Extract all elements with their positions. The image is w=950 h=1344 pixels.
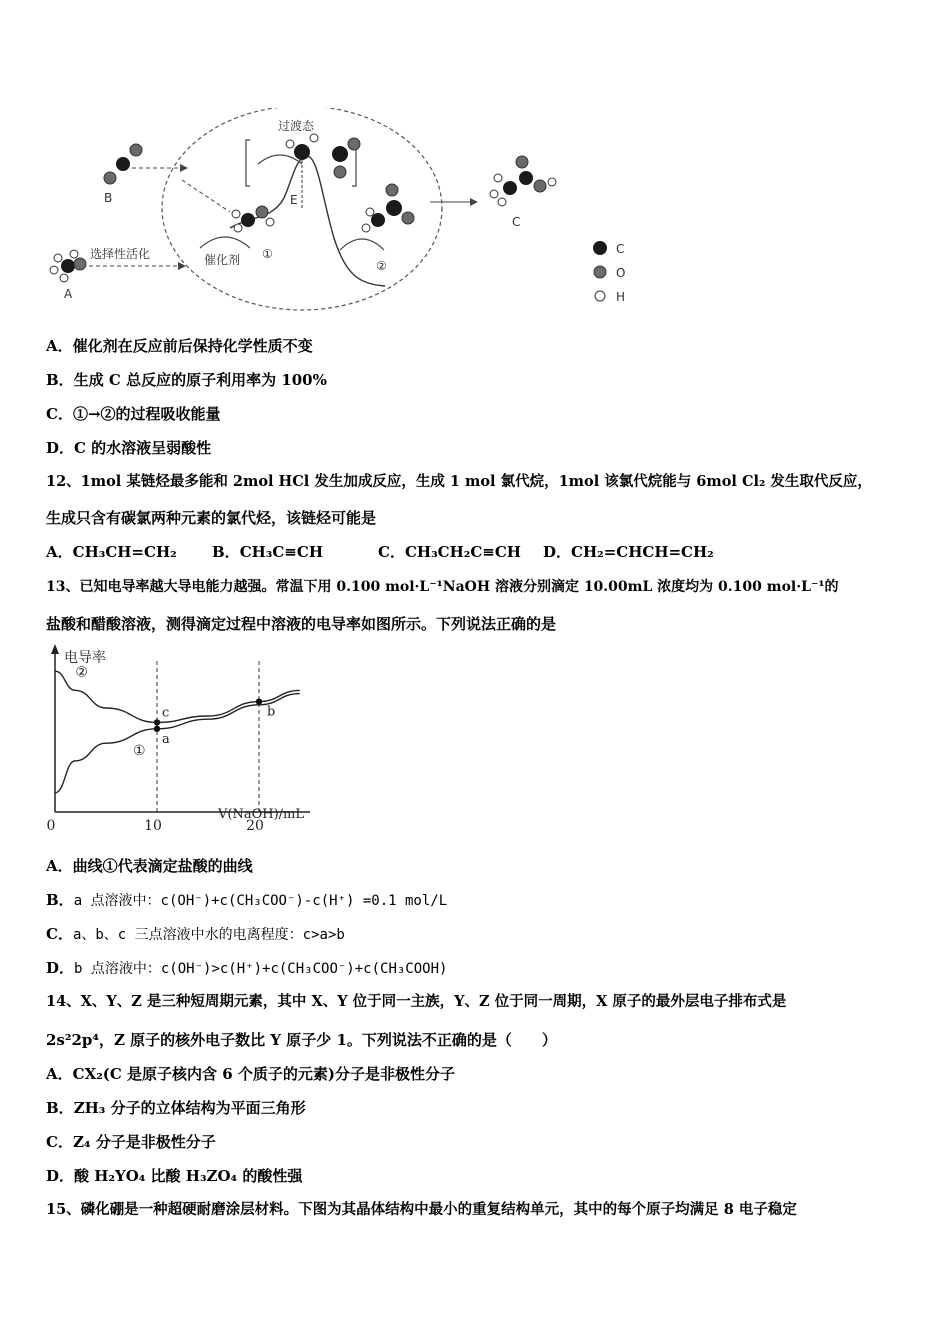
- label-b: B: [104, 191, 113, 205]
- q11-option-b: B．生成 C 总反应的原子利用率为 100%: [46, 371, 327, 389]
- step1-label: ①: [262, 247, 273, 261]
- catalyst-label: 催化剂: [204, 253, 241, 267]
- point-c: [154, 719, 160, 725]
- legend-hydrogen: H: [616, 290, 626, 304]
- label-a: A: [64, 287, 73, 301]
- transition-state-label: 过渡态: [278, 119, 315, 133]
- y-axis-label: 电导率: [64, 650, 106, 666]
- series-curve-2: [55, 671, 300, 722]
- q14-option-b: B．ZH₃ 分子的立体结构为平面三角形: [46, 1099, 306, 1117]
- molecule-state1: [232, 206, 274, 232]
- label-c: C: [512, 215, 521, 229]
- q13-stem-line1: 13、已知电导率越大导电能力越强。常温下用 0.100 mol·L⁻¹NaOH 溶液分别滴定 10.00mL 浓度均为 0.100 mol·L⁻¹的: [46, 579, 839, 595]
- conductivity-chart: [40, 640, 330, 830]
- q13-option-d: D．b 点溶液中：c(OH⁻)>c(H⁺)+c(CH₃COO⁻)+c(CH₃COOH): [46, 959, 448, 977]
- q14-stem-line2: 2s²2p⁴，Z 原子的核外电子数比 Y 原子少 1。下列说法不正确的是（ ）: [46, 1031, 557, 1049]
- point-label-c: c: [162, 705, 170, 721]
- molecule-state2: [362, 184, 414, 232]
- energy-label: E: [290, 193, 298, 207]
- arrow-label: 选择性活化: [90, 247, 151, 261]
- q11-option-d: D．C 的水溶液呈弱酸性: [46, 439, 212, 457]
- x-tick-label: 20: [246, 818, 264, 830]
- x-axis-label: V(NaOH)/mL: [218, 807, 304, 822]
- legend-oxygen: O: [616, 266, 626, 280]
- point-label-a: a: [162, 731, 170, 747]
- q13-stem-line2: 盐酸和醋酸溶液，测得滴定过程中溶液的电导率如图所示。下列说法正确的是: [46, 615, 557, 633]
- legend-carbon: C: [616, 242, 625, 256]
- q12-option-b: B．CH₃C≡CH: [212, 543, 323, 561]
- q12-option-a: A．CH₃CH=CH₂: [46, 543, 177, 561]
- q14-stem-line1: 14、X、Y、Z 是三种短周期元素，其中 X、Y 位于同一主族，Y、Z 位于同一周期，X 原子的最外层电子排布式是: [46, 993, 787, 1010]
- q13-option-a: A．曲线①代表滴定盐酸的曲线: [46, 857, 253, 875]
- series-label-1: ①: [133, 742, 146, 759]
- reaction-mechanism-figure: [40, 108, 660, 323]
- q12-stem-line2: 生成只含有碳氯两种元素的氯代烃，该链烃可能是: [46, 509, 377, 527]
- q13-option-c: C．a、b、c 三点溶液中水的电离程度：c>a>b: [46, 925, 345, 943]
- series-label-2: ②: [75, 664, 88, 681]
- q14-option-a: A．CX₂(C 是原子核内含 6 个质子的元素)分子是非极性分子: [46, 1065, 456, 1083]
- molecule-transition: [286, 134, 360, 178]
- point-b: [256, 698, 262, 704]
- point-label-b: b: [267, 704, 276, 720]
- series-curve-1: [55, 694, 300, 793]
- q14-option-d: D．酸 H₂YO₄ 比酸 H₃ZO₄ 的酸性强: [46, 1167, 303, 1185]
- q11-option-a: A．催化剂在反应前后保持化学性质不变: [46, 337, 313, 355]
- molecule-b: [104, 144, 142, 184]
- step2-label: ②: [376, 259, 387, 273]
- point-a: [154, 726, 160, 732]
- x-tick-label: 0: [46, 818, 56, 830]
- molecule-c: [490, 156, 556, 206]
- q13-option-b: B．a 点溶液中：c(OH⁻)+c(CH₃COO⁻)-c(H⁺) =0.1 mol/L: [46, 891, 448, 909]
- q11-option-c: C．①→②的过程吸收能量: [46, 405, 221, 423]
- q15-stem-line1: 15、磷化硼是一种超硬耐磨涂层材料。下图为其晶体结构中最小的重复结构单元，其中的每个原子均满足 8 电子稳定: [46, 1201, 797, 1218]
- q12-option-d: D．CH₂=CHCH=CH₂: [543, 543, 714, 561]
- q12-option-c: C．CH₃CH₂C≡CH: [378, 543, 521, 561]
- x-tick-label: 10: [144, 818, 162, 830]
- q14-option-c: C．Z₄ 分子是非极性分子: [46, 1133, 216, 1151]
- molecule-a: [50, 250, 86, 282]
- q12-stem-line1: 12、1mol 某链烃最多能和 2mol HCl 发生加成反应，生成 1 mol 氯代烷，1mol 该氯代烷能与 6mol Cl₂ 发生取代反应，: [46, 473, 872, 490]
